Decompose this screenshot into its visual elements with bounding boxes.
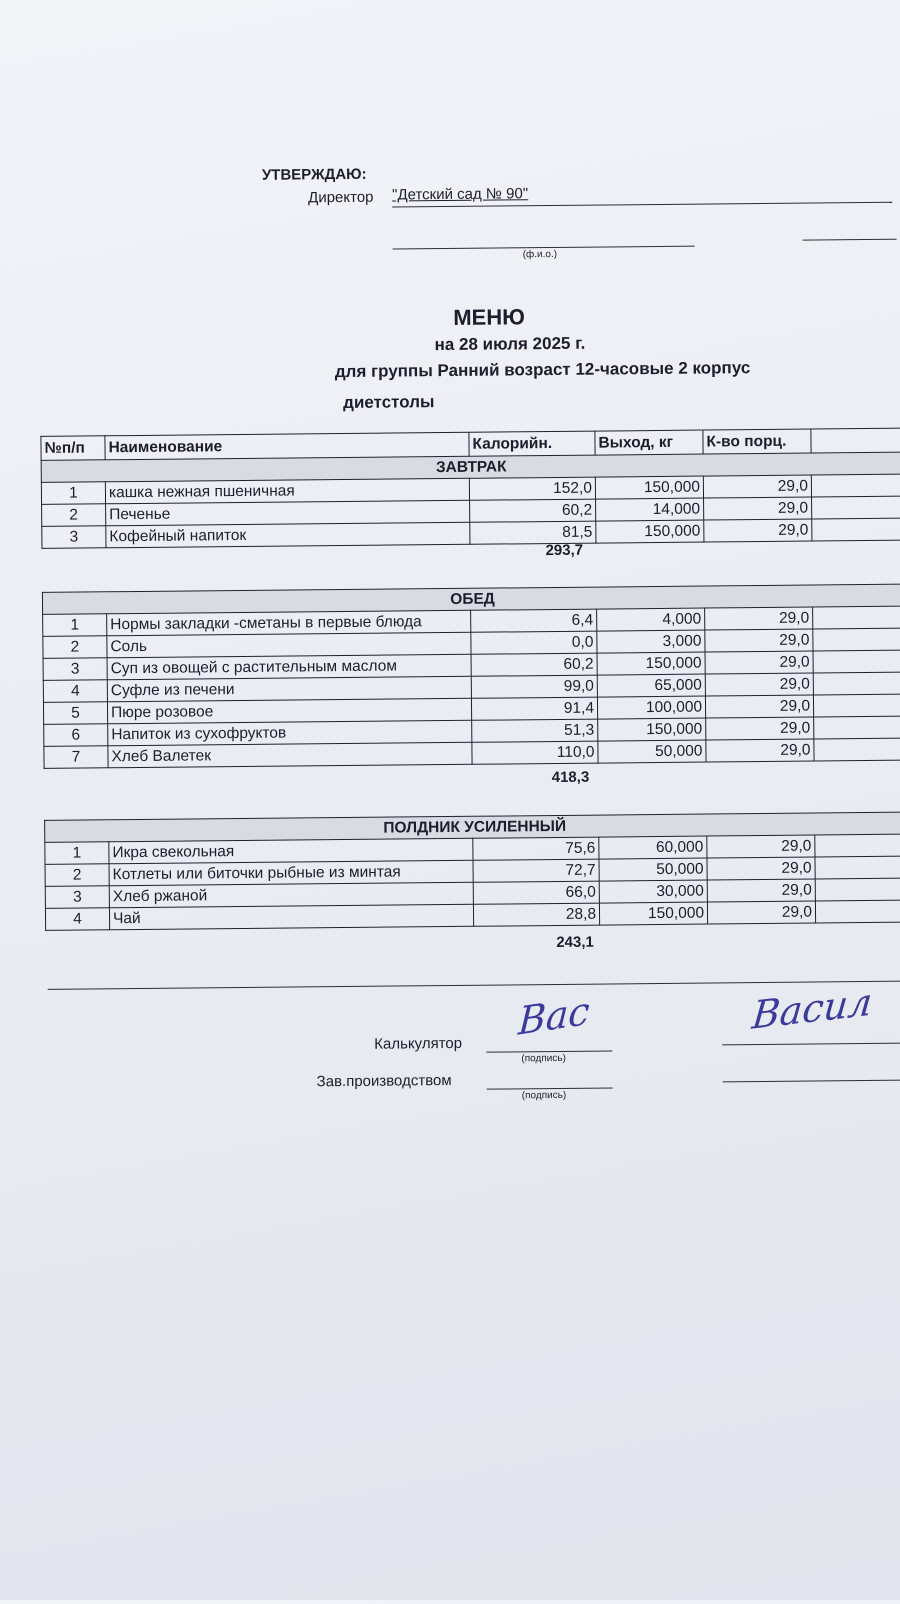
row-yield: 150,000 (595, 476, 703, 499)
row-num: 5 (43, 702, 107, 725)
row-num: 7 (44, 746, 108, 769)
row-name: Суп из овощей с растительным маслом (107, 654, 471, 679)
row-portions: 29,0 (707, 901, 815, 924)
row-kcal: 51,3 (472, 719, 598, 742)
row-yield: 50,000 (599, 858, 707, 881)
row-name: Икра свекольная (109, 838, 473, 863)
row-num: 1 (41, 482, 105, 505)
row-kcal: 81,5 (470, 521, 596, 544)
row-name: Чай (109, 904, 473, 929)
row-yield: 3,000 (597, 630, 705, 653)
row-kcal: 28,8 (473, 903, 599, 926)
row-num: 3 (45, 886, 109, 909)
row-name: кашка нежная пшеничная (105, 478, 469, 503)
row-portions: 29,0 (705, 607, 813, 630)
row-extra (814, 716, 900, 739)
manager-sign-caption: (подпись) (521, 1089, 567, 1102)
row-extra (813, 628, 900, 651)
row-kcal: 6,4 (471, 609, 597, 632)
row-kcal: 66,0 (473, 881, 599, 904)
menu-title: МЕНЮ (453, 304, 525, 330)
row-portions: 29,0 (706, 717, 814, 740)
row-yield: 100,000 (597, 696, 705, 719)
row-name: Пюре розовое (107, 698, 471, 723)
row-yield: 50,000 (598, 740, 706, 763)
row-name: Суфле из печени (107, 676, 471, 701)
section-title: ОБЕД (42, 584, 900, 614)
row-extra (813, 694, 900, 717)
snack-total: 243,1 (556, 933, 594, 951)
calculator-name-line (722, 1043, 900, 1046)
row-yield: 150,000 (596, 520, 704, 543)
calculator-sign-caption: (подпись) (521, 1052, 566, 1065)
org-name: "Детский сад № 90" (392, 185, 529, 204)
row-portions: 29,0 (705, 673, 813, 696)
row-yield: 30,000 (599, 880, 707, 903)
row-kcal: 72,7 (473, 859, 599, 882)
col-portions-header: К-во порц. (703, 429, 811, 454)
row-num: 3 (42, 526, 106, 549)
row-extra (811, 474, 900, 497)
snack-table (44, 812, 900, 931)
col-yield-header: Выход, кг (595, 430, 703, 455)
date-line (803, 239, 897, 241)
row-yield: 14,000 (596, 498, 704, 521)
lunch-table (42, 584, 900, 769)
row-portions: 29,0 (707, 835, 815, 858)
calculator-signature: Вас (517, 988, 591, 1044)
row-name: Хлеб ржаной (109, 882, 473, 907)
row-kcal: 152,0 (469, 477, 595, 500)
row-kcal: 110,0 (472, 741, 598, 764)
row-num: 4 (45, 908, 109, 931)
row-extra (815, 856, 900, 879)
row-kcal: 91,4 (471, 697, 597, 720)
row-extra (813, 606, 900, 629)
col-extra-header (811, 428, 900, 453)
row-yield: 4,000 (597, 608, 705, 631)
row-name: Котлеты или биточки рыбные из минтая (109, 860, 473, 885)
manager-name-line (723, 1080, 900, 1083)
row-kcal: 60,2 (470, 499, 596, 522)
calculator-handwritten-name: Васил (750, 979, 875, 1038)
row-num: 4 (43, 680, 107, 703)
row-kcal: 60,2 (471, 653, 597, 676)
row-extra (815, 900, 900, 923)
row-num: 2 (42, 504, 106, 527)
row-portions: 29,0 (703, 475, 811, 498)
col-kcal-header: Калорийн. (469, 431, 595, 456)
row-num: 2 (43, 636, 107, 659)
menu-group: для группы Ранний возраст 12-часовые 2 корпус (334, 358, 751, 382)
breakfast-table (40, 428, 900, 549)
calculator-label: Калькулятор (374, 1034, 463, 1053)
row-kcal: 75,6 (473, 837, 599, 860)
row-portions: 29,0 (704, 519, 812, 542)
col-num-header: №п/п (41, 436, 105, 461)
section-title: ЗАВТРАК (41, 452, 900, 482)
menu-subgroup: диетстолы (343, 392, 435, 413)
row-num: 1 (45, 842, 109, 865)
row-yield: 150,000 (598, 718, 706, 741)
row-kcal: 0,0 (471, 631, 597, 654)
row-name: Напиток из сухофруктов (108, 720, 472, 745)
row-portions: 29,0 (705, 629, 813, 652)
row-portions: 29,0 (707, 857, 815, 880)
row-extra (814, 738, 900, 761)
row-name: Хлеб Валетек (108, 742, 472, 767)
row-kcal: 99,0 (471, 675, 597, 698)
row-extra (813, 650, 900, 673)
row-num: 1 (43, 614, 107, 637)
row-num: 6 (44, 724, 108, 747)
breakfast-total: 293,7 (545, 541, 584, 560)
row-name: Кофейный напиток (106, 522, 470, 547)
row-num: 3 (43, 658, 107, 681)
row-portions: 29,0 (707, 879, 815, 902)
row-portions: 29,0 (706, 739, 814, 762)
row-extra (813, 672, 900, 695)
director-label: Директор (308, 188, 374, 207)
row-portions: 29,0 (704, 497, 812, 520)
approval-title: УТВЕРЖДАЮ: (261, 165, 367, 184)
row-extra (815, 834, 900, 857)
row-extra (812, 496, 900, 519)
fio-caption: (ф.и.о.) (522, 248, 558, 261)
row-name: Соль (107, 632, 471, 657)
row-extra (815, 878, 900, 901)
row-name: Печенье (106, 500, 470, 525)
manager-label: Зав.производством (316, 1072, 452, 1091)
row-extra (812, 518, 900, 541)
section-title: ПОЛДНИК УСИЛЕННЫЙ (45, 812, 900, 842)
row-num: 2 (45, 864, 109, 887)
lunch-total: 418,3 (551, 768, 590, 787)
row-name: Нормы закладки -сметаны в первые блюда (107, 610, 471, 635)
row-yield: 60,000 (599, 836, 707, 859)
separator-line (48, 981, 900, 990)
row-portions: 29,0 (705, 695, 813, 718)
row-yield: 150,000 (597, 652, 705, 675)
col-name-header: Наименование (105, 432, 469, 459)
row-yield: 65,000 (597, 674, 705, 697)
menu-date: на 28 июля 2025 г. (434, 333, 586, 355)
row-yield: 150,000 (599, 902, 707, 925)
row-portions: 29,0 (705, 651, 813, 674)
